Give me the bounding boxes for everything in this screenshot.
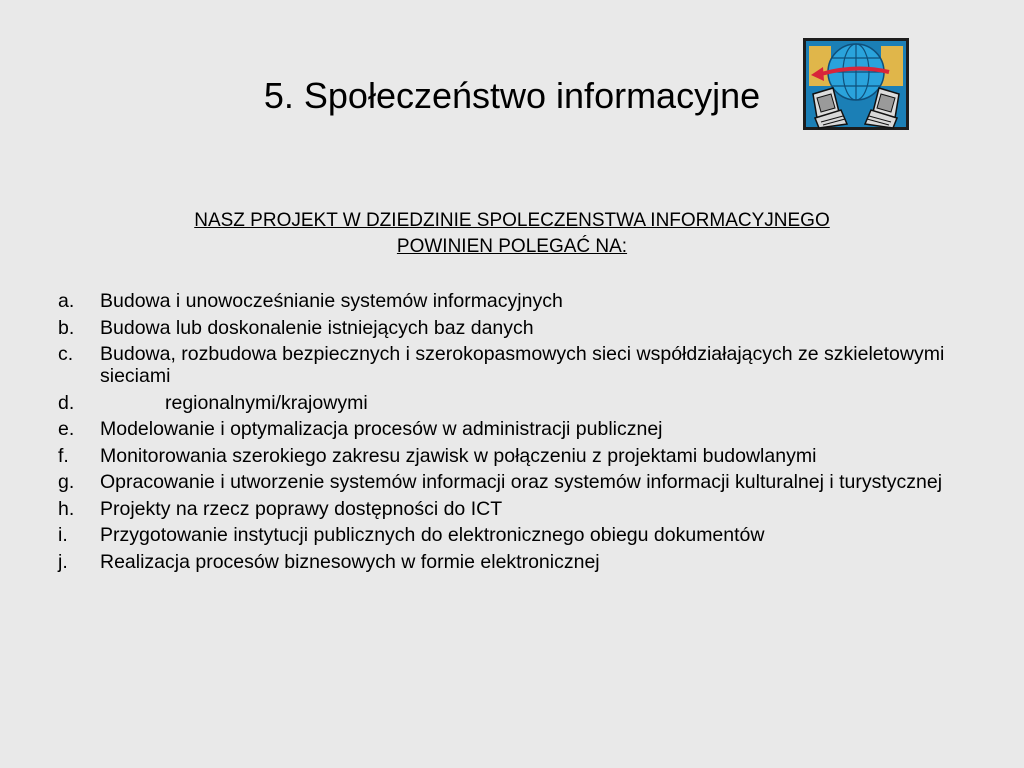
list-item [58,343,978,387]
list-item-marker: e. [58,418,75,440]
list-item [58,524,978,546]
list-item [58,498,978,520]
list-item-marker: j. [58,550,68,573]
list-item-text: Budowa i unowocześnianie systemów informacyjnych [100,290,563,312]
logo-left-panel [809,46,831,86]
list-item-marker: c. [58,343,74,365]
project-item-list [58,290,978,577]
list-item [58,551,978,573]
list-item-text: Modelowanie i optymalizacja procesów w administracji publicznej [100,418,663,440]
list-item-marker: a. [58,290,75,312]
list-item [58,317,978,339]
globe-network-computers-icon [803,38,909,130]
section-heading-line-2: POWINIEN POLEGAĆ NA: [396,236,628,257]
list-item-marker: b. [58,316,75,339]
list-item [58,392,978,414]
list-item [58,418,978,440]
list-item-text: Opracowanie i utworzenie systemów informacji oraz systemów informacji kulturalnej i turystycznej [100,471,943,493]
list-item-text: regionalnymi/krajowymi [165,391,368,414]
section-heading-line-1: NASZ PROJEKT W DZIEDZINIE SPOLECZENSTWA INFORMACYJNEGO [194,210,830,231]
list-item-text: Monitorowania szerokiego zakresu zjawisk w połączeniu z projektami budowlanymi [100,444,817,467]
list-item-marker: i. [58,524,68,546]
list-item [58,471,978,493]
list-item [58,290,978,312]
list-item-marker: h. [58,497,75,520]
list-item-text: Przygotowanie instytucji publicznych do elektronicznego obiegu dokumentów [100,524,765,546]
list-item-marker: f. [58,444,69,467]
list-item-text: Budowa lub doskonalenie istniejących baz danych [100,316,534,339]
list-item-text: Realizacja procesów biznesowych w formie elektronicznej [100,550,600,573]
list-item [58,445,978,467]
slide-title: 5. Społeczeństwo informacyjne [263,75,761,116]
logo-right-panel [881,46,903,86]
section-heading [100,208,924,260]
list-item-marker: d. [58,391,75,414]
list-item-marker: g. [58,471,75,493]
list-item-text: Budowa, rozbudowa bezpiecznych i szerokopasmowych sieci współdziałających ze szkieletowymi sieciami [100,343,945,387]
list-item-text: Projekty na rzecz poprawy dostępności do ICT [100,497,503,520]
